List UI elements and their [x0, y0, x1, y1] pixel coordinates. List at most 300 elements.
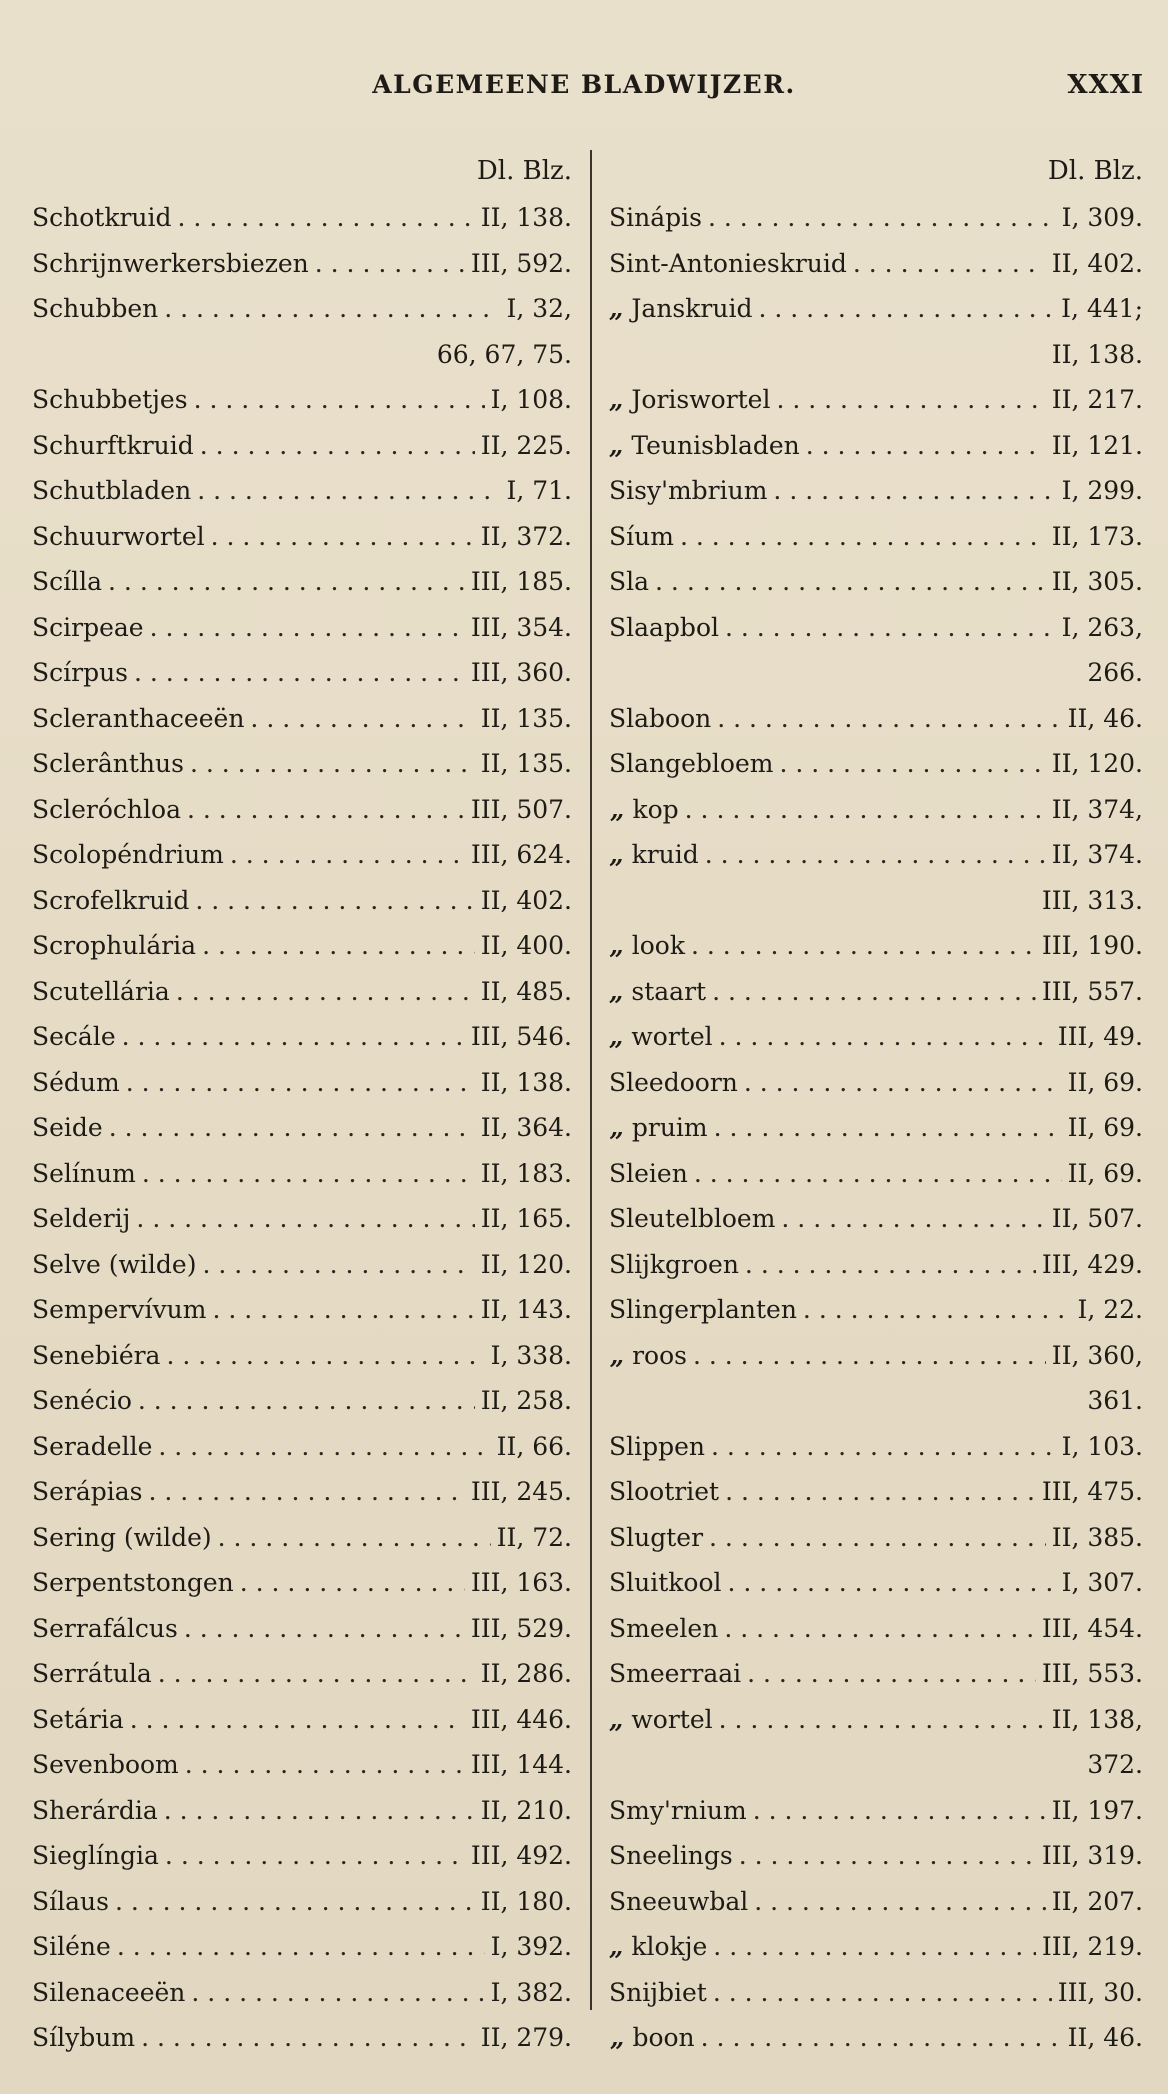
- entry-reference: II, 402.: [1051, 248, 1143, 278]
- index-entry: [32, 1833, 572, 1879]
- entry-reference: III, 492.: [470, 1841, 572, 1870]
- index-entry: [609, 286, 1143, 332]
- entry-reference: I, 338.: [490, 1340, 572, 1370]
- dot-leader: [134, 650, 465, 696]
- dot-leader: [230, 832, 465, 878]
- entry-reference: II, 46.: [1067, 2023, 1143, 2052]
- right-column-header: Dl. Blz.: [1047, 156, 1143, 186]
- entry-term: Sherárdia: [32, 1795, 158, 1825]
- index-entry: [32, 1196, 572, 1242]
- index-entry: [32, 1879, 572, 1925]
- entry-term: Sneeuwbal: [609, 1886, 749, 1916]
- entry-term: Slangebloem: [609, 749, 774, 778]
- index-entry: [609, 195, 1143, 241]
- entry-term: Setária: [32, 1704, 124, 1734]
- index-entry: [609, 741, 1143, 787]
- index-entry: [32, 878, 572, 924]
- index-entry: [609, 2015, 1143, 2061]
- dot-leader: [708, 195, 1056, 241]
- index-entry: [32, 1970, 572, 2016]
- entry-term: Scrophulária: [32, 931, 197, 960]
- entry-term: wortel: [631, 1704, 713, 1734]
- index-entry: [32, 1742, 572, 1788]
- dot-leader: [136, 1196, 474, 1242]
- index-entry-continuation: [609, 1742, 1143, 1788]
- entry-term: Sempervívum: [32, 1295, 207, 1324]
- dot-leader: [250, 696, 474, 742]
- dot-leader: [149, 1469, 465, 1515]
- entry-reference: III, 624.: [470, 840, 572, 869]
- dot-leader: [164, 286, 500, 332]
- entry-reference: II, 120.: [1051, 749, 1143, 778]
- index-entry: [609, 1833, 1143, 1879]
- entry-reference: II, 207.: [1051, 1886, 1143, 1916]
- dot-leader: [705, 832, 1046, 878]
- entry-term: Slaapbol: [609, 612, 719, 642]
- entry-term: Selve (wilde): [32, 1249, 197, 1279]
- entry-reference: II, 360,: [1051, 1340, 1143, 1370]
- entry-term: klokje: [631, 1932, 708, 1961]
- entry-reference: III, 546.: [470, 1022, 572, 1051]
- left-column-header: Dl. Blz.: [476, 156, 572, 186]
- entry-term: Slaboon: [609, 703, 712, 733]
- entry-term: look: [631, 931, 685, 960]
- index-entry: [609, 1424, 1143, 1470]
- ditto-mark: „: [609, 976, 624, 1006]
- dot-leader: [191, 1970, 484, 2016]
- dot-leader: [714, 1105, 1062, 1151]
- entry-term: Sieglíngia: [32, 1841, 159, 1870]
- entry-term: kruid: [631, 840, 699, 869]
- entry-term: Serrátula: [32, 1659, 152, 1688]
- index-entry: [609, 1060, 1143, 1106]
- entry-reference: II, 69.: [1067, 1113, 1143, 1142]
- index-entry: [32, 1105, 572, 1151]
- entry-reference: II, 374,: [1051, 794, 1143, 824]
- index-entry: [609, 1651, 1143, 1697]
- entry-reference: II, 374.: [1051, 840, 1143, 869]
- dot-leader: [194, 377, 485, 423]
- dot-leader: [197, 468, 500, 514]
- dot-leader: [184, 1606, 465, 1652]
- entry-term: Sleutelbloem: [609, 1204, 776, 1233]
- entry-reference: II, 135.: [480, 749, 572, 778]
- index-entry: [32, 1242, 572, 1288]
- entry-reference: III, 553.: [1041, 1659, 1143, 1688]
- dot-leader: [744, 1060, 1062, 1106]
- entry-reference: III, 163.: [470, 1568, 572, 1597]
- index-entry: [32, 2015, 572, 2061]
- dot-leader: [185, 1742, 465, 1788]
- index-entry: [32, 1924, 572, 1970]
- entry-term: Scleróchloa: [32, 794, 181, 824]
- index-entry: [32, 1287, 572, 1333]
- entry-reference: II, 46.: [1067, 703, 1143, 733]
- entry-reference: I, 441;: [1061, 294, 1143, 323]
- index-entry: [32, 696, 572, 742]
- index-entry: [609, 969, 1143, 1015]
- index-entry: [32, 423, 572, 469]
- index-entry: [32, 1014, 572, 1060]
- entry-reference: II, 485.: [480, 976, 572, 1006]
- entry-term: Seradelle: [32, 1431, 153, 1461]
- entry-reference: II, 173.: [1051, 521, 1143, 551]
- entry-term: Joriswortel: [631, 385, 771, 414]
- entry-reference: II, 217.: [1051, 385, 1143, 414]
- entry-reference: II, 120.: [480, 1249, 572, 1279]
- dot-leader: [109, 1105, 475, 1151]
- entry-term: roos: [632, 1340, 687, 1370]
- entry-reference: II, 197.: [1051, 1795, 1143, 1825]
- ditto-mark: „: [609, 1340, 625, 1370]
- entry-reference: III, 557.: [1041, 976, 1143, 1006]
- dot-leader: [126, 1060, 475, 1106]
- entry-term: Sluitkool: [609, 1568, 722, 1597]
- entry-term: boon: [632, 2023, 695, 2052]
- entry-term: wortel: [631, 1022, 713, 1051]
- dot-leader: [758, 286, 1055, 332]
- entry-reference: II, 138.: [480, 203, 572, 232]
- entry-reference: II, 165.: [480, 1204, 572, 1233]
- entry-reference: I, 108.: [490, 385, 572, 414]
- index-entry: [32, 377, 572, 423]
- dot-leader: [158, 1424, 490, 1470]
- index-entry: [609, 1970, 1143, 2016]
- index-entry-continuation: [609, 332, 1143, 378]
- entry-reference: III, 245.: [470, 1477, 572, 1506]
- entry-reference: III, 313.: [1041, 885, 1143, 915]
- index-entry: [609, 423, 1143, 469]
- entry-reference: III, 354.: [470, 612, 572, 642]
- entry-reference: I, 307.: [1061, 1568, 1143, 1597]
- dot-leader: [130, 1697, 465, 1743]
- dot-leader: [709, 1515, 1046, 1561]
- index-entry: [32, 1469, 572, 1515]
- index-entry: [609, 696, 1143, 742]
- entry-reference: I, 299.: [1061, 476, 1143, 505]
- entry-reference: III, 507.: [470, 794, 572, 824]
- dot-leader: [711, 1424, 1056, 1470]
- index-entry-continuation: [609, 650, 1143, 696]
- entry-term: staart: [631, 976, 707, 1006]
- index-entry: [32, 1560, 572, 1606]
- index-entry: [32, 1788, 572, 1834]
- entry-reference: I, 103.: [1061, 1431, 1143, 1461]
- dot-leader: [108, 559, 465, 605]
- entry-term: Sinápis: [609, 203, 702, 232]
- entry-term: Siléne: [32, 1932, 111, 1961]
- dot-leader: [190, 741, 475, 787]
- index-entry: [609, 1606, 1143, 1652]
- index-entry-continuation: [32, 332, 572, 378]
- index-entry: [32, 195, 572, 241]
- entry-term: Schotkruid: [32, 203, 172, 232]
- entry-reference: II, 180.: [480, 1886, 572, 1916]
- index-entry: [609, 923, 1143, 969]
- entry-term: Scirpeae: [32, 612, 144, 642]
- index-entry: [32, 286, 572, 332]
- ditto-mark: „: [609, 1704, 624, 1734]
- entry-term: Schubben: [32, 294, 159, 323]
- entry-reference: I, 263,: [1061, 612, 1143, 642]
- index-entry: [32, 1333, 572, 1379]
- dot-leader: [853, 241, 1046, 287]
- entry-reference: III, 446.: [470, 1704, 572, 1734]
- index-entry: [32, 787, 572, 833]
- page-title: ALGEMEENE BLADWIJZER.: [372, 70, 796, 99]
- dot-leader: [725, 605, 1056, 651]
- entry-term: Schubbetjes: [32, 385, 188, 414]
- ditto-mark: „: [610, 794, 625, 824]
- dot-leader: [117, 1924, 485, 1970]
- entry-term: pruim: [631, 1113, 708, 1142]
- entry-reference: II, 258.: [480, 1386, 572, 1415]
- ditto-mark: „: [609, 430, 624, 460]
- dot-leader: [187, 787, 465, 833]
- index-entry: [609, 1242, 1143, 1288]
- index-entry: [32, 605, 572, 651]
- index-entry: [32, 468, 572, 514]
- left-index-column: [32, 195, 572, 2061]
- dot-leader: [122, 1014, 465, 1060]
- ditto-mark: „: [609, 1932, 624, 1961]
- entry-term: Scleranthaceeën: [32, 703, 245, 733]
- dot-leader: [141, 2015, 475, 2061]
- entry-term: Sleien: [609, 1158, 688, 1188]
- column-divider: [590, 150, 592, 2010]
- ditto-mark: „: [609, 385, 624, 414]
- entry-term: Selínum: [32, 1158, 136, 1188]
- entry-reference: III, 319.: [1041, 1841, 1143, 1870]
- index-entry: [32, 1697, 572, 1743]
- index-entry: [609, 1151, 1143, 1197]
- entry-term: Scrofelkruid: [32, 885, 190, 915]
- dot-leader: [713, 1970, 1052, 2016]
- entry-reference: I, 392.: [490, 1932, 572, 1961]
- dot-leader: [713, 1924, 1036, 1970]
- dot-leader: [701, 2015, 1062, 2061]
- entry-reference: II, 364.: [480, 1113, 572, 1142]
- entry-reference: III, 144.: [470, 1750, 572, 1779]
- dot-leader: [218, 1515, 491, 1561]
- entry-reference: II, 305.: [1051, 567, 1143, 596]
- index-entry: [32, 1060, 572, 1106]
- index-entry: [609, 787, 1143, 833]
- entry-term: Síum: [609, 521, 674, 551]
- index-entry: [32, 514, 572, 560]
- entry-reference: III, 429.: [1041, 1249, 1143, 1279]
- dot-leader: [747, 1651, 1036, 1697]
- entry-reference: I, 382.: [490, 1977, 572, 2007]
- entry-term: Sílybum: [32, 2023, 136, 2052]
- entry-term: Serápias: [32, 1477, 143, 1506]
- dot-leader: [725, 1469, 1036, 1515]
- entry-reference: III, 592.: [470, 248, 572, 278]
- dot-leader: [728, 1560, 1056, 1606]
- entry-reference: II, 225.: [480, 430, 572, 460]
- entry-reference: II, 138.: [480, 1067, 572, 1097]
- entry-term: Sclerânthus: [32, 749, 184, 778]
- index-entry: [609, 1333, 1143, 1379]
- entry-term: Senebiéra: [32, 1340, 161, 1370]
- entry-term: Janskruid: [631, 294, 753, 323]
- index-entry-continuation: [609, 878, 1143, 924]
- entry-term: Sla: [609, 567, 650, 596]
- entry-reference: II, 69.: [1067, 1158, 1143, 1188]
- index-entry-continuation: [609, 1378, 1143, 1424]
- entry-reference: I, 32,: [506, 294, 572, 323]
- index-entry: [609, 605, 1143, 651]
- right-index-column: [609, 195, 1143, 2061]
- dot-leader: [138, 1378, 475, 1424]
- index-entry: [609, 1924, 1143, 1970]
- entry-term: Slingerplanten: [609, 1295, 797, 1324]
- entry-reference: I, 71.: [506, 476, 572, 505]
- entry-reference: II, 121.: [1051, 430, 1143, 460]
- index-entry: [32, 559, 572, 605]
- index-entry: [32, 923, 572, 969]
- dot-leader: [200, 423, 475, 469]
- entry-reference: III, 529.: [470, 1613, 572, 1643]
- index-entry: [609, 1469, 1143, 1515]
- entry-term: Seide: [32, 1113, 103, 1142]
- dot-leader: [165, 1833, 465, 1879]
- dot-leader: [315, 241, 465, 287]
- entry-term: Scolopéndrium: [32, 840, 224, 869]
- dot-leader: [202, 1242, 474, 1288]
- dot-leader: [803, 1287, 1072, 1333]
- index-entry: [609, 514, 1143, 560]
- entry-term: Smeelen: [609, 1613, 719, 1643]
- index-entry: [609, 1287, 1143, 1333]
- entry-term: Slugter: [609, 1522, 704, 1552]
- entry-reference: II, 507.: [1051, 1204, 1143, 1233]
- index-entry: [609, 1788, 1143, 1834]
- index-entry: [609, 468, 1143, 514]
- entry-reference: II, 286.: [480, 1659, 572, 1688]
- index-entry: [32, 1424, 572, 1470]
- dot-leader: [211, 514, 475, 560]
- index-entry: [609, 1515, 1143, 1561]
- entry-reference: II, 210.: [480, 1795, 572, 1825]
- ditto-mark: „: [609, 931, 624, 960]
- index-entry: [609, 1105, 1143, 1151]
- entry-term: Sleedoorn: [609, 1067, 738, 1097]
- dot-leader: [164, 1788, 475, 1834]
- entry-reference: III, 219.: [1041, 1932, 1143, 1961]
- dot-leader: [773, 468, 1055, 514]
- dot-leader: [685, 787, 1046, 833]
- entry-term: Silenaceeën: [32, 1977, 186, 2007]
- dot-leader: [212, 1287, 474, 1333]
- index-entry: [609, 1014, 1143, 1060]
- dot-leader: [176, 969, 475, 1015]
- entry-term: Sint-Antonieskruid: [609, 248, 847, 278]
- entry-reference: 266.: [1087, 658, 1143, 687]
- entry-term: Scutellária: [32, 976, 170, 1006]
- dot-leader: [680, 514, 1046, 560]
- entry-reference: I, 22.: [1077, 1295, 1143, 1324]
- dot-leader: [753, 1788, 1046, 1834]
- entry-reference: III, 475.: [1041, 1477, 1143, 1506]
- entry-reference: II, 183.: [480, 1158, 572, 1188]
- dot-leader: [691, 923, 1036, 969]
- entry-reference: III, 454.: [1041, 1613, 1143, 1643]
- dot-leader: [781, 1196, 1045, 1242]
- entry-term: Sílaus: [32, 1886, 109, 1916]
- dot-leader: [655, 559, 1046, 605]
- entry-reference: III, 185.: [470, 567, 572, 596]
- entry-term: Smeerraai: [609, 1659, 742, 1688]
- dot-leader: [739, 1833, 1036, 1879]
- entry-reference: II, 385.: [1051, 1522, 1143, 1552]
- index-entry: [609, 1879, 1143, 1925]
- entry-term: Serrafálcus: [32, 1613, 178, 1643]
- index-entry: [32, 1151, 572, 1197]
- index-entry: [609, 1560, 1143, 1606]
- index-entry: [32, 832, 572, 878]
- index-entry: [32, 1606, 572, 1652]
- entry-reference: II, 138,: [1051, 1704, 1143, 1734]
- dot-leader: [724, 1606, 1035, 1652]
- entry-term: Sisy'mbrium: [609, 476, 768, 505]
- dot-leader: [779, 741, 1045, 787]
- dot-leader: [166, 1333, 484, 1379]
- dot-leader: [158, 1651, 475, 1697]
- dot-leader: [754, 1879, 1045, 1925]
- entry-term: Scírpus: [32, 658, 129, 687]
- entry-reference: II, 66.: [496, 1431, 572, 1461]
- dot-leader: [178, 195, 475, 241]
- index-entry: [32, 241, 572, 287]
- entry-term: Sering (wilde): [32, 1522, 212, 1552]
- entry-term: Serpentstongen: [32, 1568, 234, 1597]
- entry-term: Slootriet: [609, 1477, 720, 1506]
- index-entry: [32, 1515, 572, 1561]
- entry-term: Slippen: [609, 1431, 706, 1461]
- index-entry: [32, 969, 572, 1015]
- entry-reference: II, 69.: [1067, 1067, 1143, 1097]
- entry-term: kop: [632, 794, 679, 824]
- entry-term: Sevenboom: [32, 1750, 179, 1779]
- ditto-mark: „: [609, 840, 624, 869]
- entry-term: Sédum: [32, 1067, 120, 1097]
- entry-term: Secále: [32, 1022, 116, 1051]
- dot-leader: [719, 1697, 1046, 1743]
- index-entry: [609, 377, 1143, 423]
- index-entry: [609, 1697, 1143, 1743]
- entry-reference: II, 135.: [480, 703, 572, 733]
- entry-term: Teunisbladen: [631, 430, 800, 460]
- entry-term: Senécio: [32, 1386, 132, 1415]
- entry-reference: II, 143.: [480, 1295, 572, 1324]
- entry-reference: III, 360.: [470, 658, 572, 687]
- index-entry: [609, 1196, 1143, 1242]
- ditto-mark: „: [609, 1113, 624, 1142]
- entry-reference: II, 138.: [1051, 339, 1143, 369]
- index-entry: [32, 741, 572, 787]
- dot-leader: [745, 1242, 1036, 1288]
- entry-reference: III, 49.: [1057, 1022, 1143, 1051]
- dot-leader: [115, 1879, 475, 1925]
- dot-leader: [717, 696, 1061, 742]
- entry-reference: II, 372.: [480, 521, 572, 551]
- entry-reference: III, 190.: [1041, 931, 1143, 960]
- dot-leader: [150, 605, 465, 651]
- entry-reference: I, 309.: [1061, 203, 1143, 232]
- ditto-mark: „: [609, 294, 624, 323]
- dot-leader: [202, 923, 475, 969]
